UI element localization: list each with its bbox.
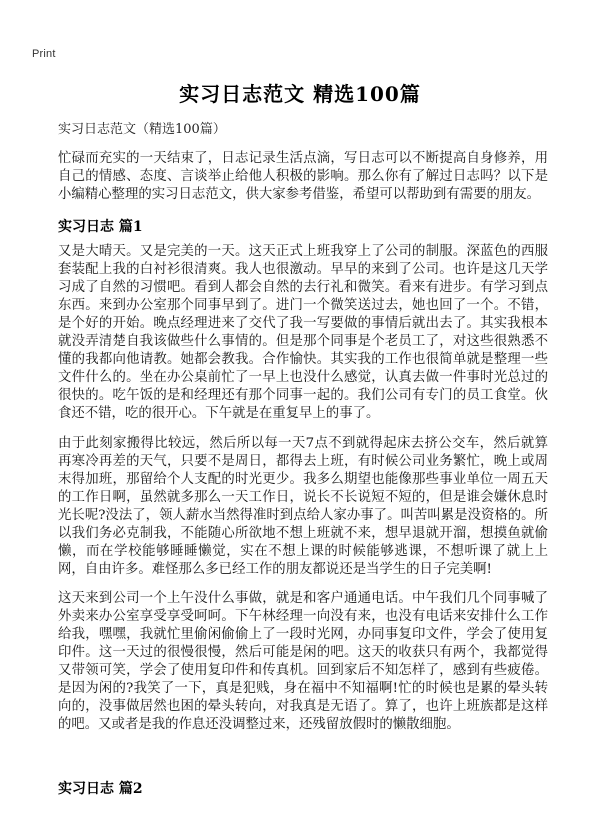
section-1-paragraph-1: 又是大晴天。又是完美的一天。这天正式上班我穿上了公司的制服。深蓝色的西服套装配上我的白衬衫很清爽。我人也很激动。早早的来到了公司。也许是这几天学习成了自然的习惯吧。看到人都会自然的去行礼和微笑。看来有进步。有学习到点东西。来到办公室那个同事早到了。进门一个微笑送过去，她也回了一个。不错，是个好的开始。晚点经理进来了交代了我一写要做的事情后就出去了。其实我根本就没弄清楚自我该做些什么事情的。但是那个同事是个老员工了，对这些很熟悉不懂的我都向他请教。她都会教我。合作愉快。其实我的工作也很简单就是整理一些文件什么的。坐在办公桌前忙了一早上也没什么感觉，认真去做一件事时光总过的很快的。吃午饭的是和经理还有那个同事一起的。我们公司有专门的员工食堂。伙食还不错，吃的很开心。下午就是在重复早上的事了。 — [58, 244, 548, 421]
document-subtitle: 实习日志范文（精选100篇） — [58, 122, 226, 137]
page-title: 实习日志范文 精选100篇 — [179, 82, 421, 106]
section-1-paragraph-3: 这天来到公司一个上午没什么事做，就是和客户通通电话。中午我们几个同事喊了外卖来办公室享受享受呵呵。下午林经理一向没有来，也没有电话来安排什么工作给我，嘿嘿，我就忙里偷闲偷偷上了一段时光网，办同事复印文件，学会了使用复印件。这一天过的很慢很慢，然后可能是闲的吧。这天的收获只有两个，我都觉得又带领可笑，学会了使用复印件和传真机。回到家后不知怎样了，感到有些疲倦。是因为闲的?我笑了一下，真是犯贱，身在福中不知福啊!忙的时候也是累的晕头转向的，没事做居然也困的晕头转向，对我真是无语了。算了，也许上班族都是这样的吧。又或者是我的作息还没调整过来，还残留放假时的懒散细胞。 — [58, 591, 548, 732]
intro-paragraph: 忙碌而充实的一天结束了，日志记录生活点滴，写日志可以不断提高自身修养，用自己的情感、态度、言谈举止给他人积极的影响。那么你有了解过日志吗？以下是小编精心整理的实习日志范文，供大家参考借鉴，希望可以帮助到有需要的朋友。 — [58, 151, 548, 202]
section-heading-1: 实习日志 篇1 — [58, 219, 143, 235]
section-1-paragraph-2: 由于此刻家搬得比较远，然后所以每一天7点不到就得起床去挤公交车，然后就算再寒冷再差的天气，只要不是周日，都得去上班，有时候公司业务繁忙，晚上或周末得加班，那留给个人支配的时光更少。我多么期望也能像那些事业单位一周五天的工作日啊，虽然就多那么一天工作日，说长不长说短不短的，但是谁会嫌休息时光长呢?没法了，领人薪水当然得准时到点给人家办事了。叫苦叫累是没资格的。所以我们务必克制我，不能随心所欲地不想上班就不来，想早退就开溜，想摸鱼就偷懒，而在学校能够睡睡懒觉，实在不想上课的时候能够逃课，不想听课了就上上网，自由许多。难怪那么多已经工作的朋友都说还是当学生的日子完美啊! — [58, 436, 548, 577]
print-link[interactable]: Print — [32, 48, 56, 60]
section-heading-2: 实习日志 篇2 — [58, 781, 143, 797]
